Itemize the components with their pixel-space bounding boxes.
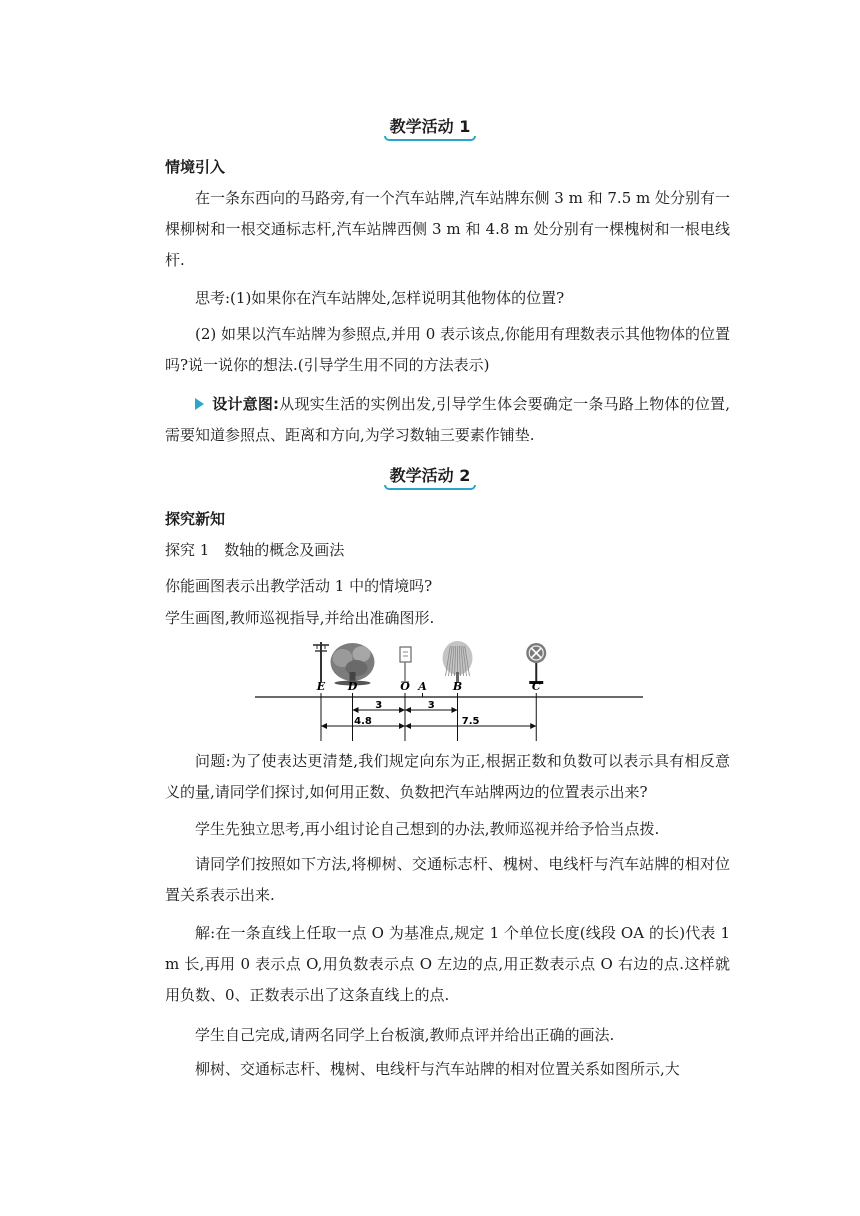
traffic-sign-icon	[526, 643, 546, 684]
section-title-text: 教学活动 2	[384, 463, 477, 490]
paragraph-question-1: 思考:(1)如果你在汽车站牌处,怎样说明其他物体的位置?	[195, 289, 565, 307]
line-explore-1: 探究 1 数轴的概念及画法	[165, 541, 345, 559]
design-intent-label: 设计意图:	[212, 395, 280, 413]
willow-icon	[443, 641, 473, 683]
point-label-B: B	[452, 680, 463, 693]
dimension-label: 3	[427, 700, 435, 711]
number-line-figure	[255, 636, 645, 741]
section-title-activity-1	[0, 114, 860, 141]
dimension-label: 3	[375, 700, 383, 711]
design-intent-text: 从现实生活的实例出发,引导学生体会要确定一条马路上物体的位置,需要知道参照点、距离和方向,为学习数轴三要素作铺垫.	[165, 395, 731, 444]
bus-stop-sign-icon	[400, 647, 411, 682]
point-label-O: O	[400, 680, 410, 693]
paragraph-method: 请同学们按照如下方法,将柳树、交通标志杆、槐树、电线杆与汽车站牌的相对位置关系表示出来.	[165, 855, 730, 904]
pole-icon	[313, 642, 329, 682]
dimension-3-0	[353, 700, 406, 713]
paragraph-solution: 解:在一条直线上任取一点 O 为基准点,规定 1 个单位长度(线段 OA 的长)代表 1 m 长,再用 0 表示点 O,用负数表示点 O 左边的点,用正数表示点 O 右边的点.这样就用负数、0、正数表示出了这条直线上的点.	[165, 924, 730, 1004]
point-label-D: D	[347, 680, 358, 693]
point-label-E: E	[316, 680, 326, 693]
paragraph-design-intent	[165, 389, 730, 451]
paragraph-situation: 在一条东西向的马路旁,有一个汽车站牌,汽车站牌东侧 3 m 和 7.5 m 处分别有一棵柳树和一根交通标志杆,汽车站牌西侧 3 m 和 4.8 m 处分别有一棵槐树和一根电线杆.	[165, 189, 730, 269]
heading-situation-intro: 情境引入	[165, 158, 226, 176]
dimension-label: 7.5	[461, 716, 480, 727]
heading-explore-new: 探究新知	[165, 510, 226, 528]
dimension-3-1	[405, 700, 458, 713]
paragraph-board-work: 学生自己完成,请两名同学上台板演,教师点评并给出正确的画法.	[195, 1026, 615, 1044]
dimension-4-8-2	[321, 716, 405, 729]
paragraph-problem: 问题:为了使表达更清楚,我们规定向东为正,根据正数和负数可以表示具有相反意义的量,请同学们探讨,如何用正数、负数把汽车站牌两边的位置表示出来?	[165, 752, 730, 801]
paragraph-students-think: 学生先独立思考,再小组讨论自己想到的办法,教师巡视并给予恰当点拨.	[195, 820, 660, 838]
section-title-text: 教学活动 1	[384, 114, 477, 141]
point-label-A: A	[418, 680, 427, 693]
dimension-label: 4.8	[354, 716, 372, 727]
line-can-you-draw: 你能画图表示出教学活动 1 中的情境吗?	[165, 577, 433, 595]
triangle-marker-icon	[195, 398, 204, 410]
dimension-7-5-3	[405, 716, 536, 729]
line-students-draw: 学生画图,教师巡视指导,并给出准确图形.	[165, 609, 435, 627]
paragraph-relative-position: 柳树、交通标志杆、槐树、电线杆与汽车站牌的相对位置关系如图所示,大	[195, 1060, 680, 1078]
section-title-activity-2	[0, 463, 860, 490]
point-label-C: C	[531, 680, 541, 693]
paragraph-question-2: (2) 如果以汽车站牌为参照点,并用 0 表示该点,你能用有理数表示其他物体的位置吗?说一说你的想法.(引导学生用不同的方法表示)	[165, 325, 730, 374]
